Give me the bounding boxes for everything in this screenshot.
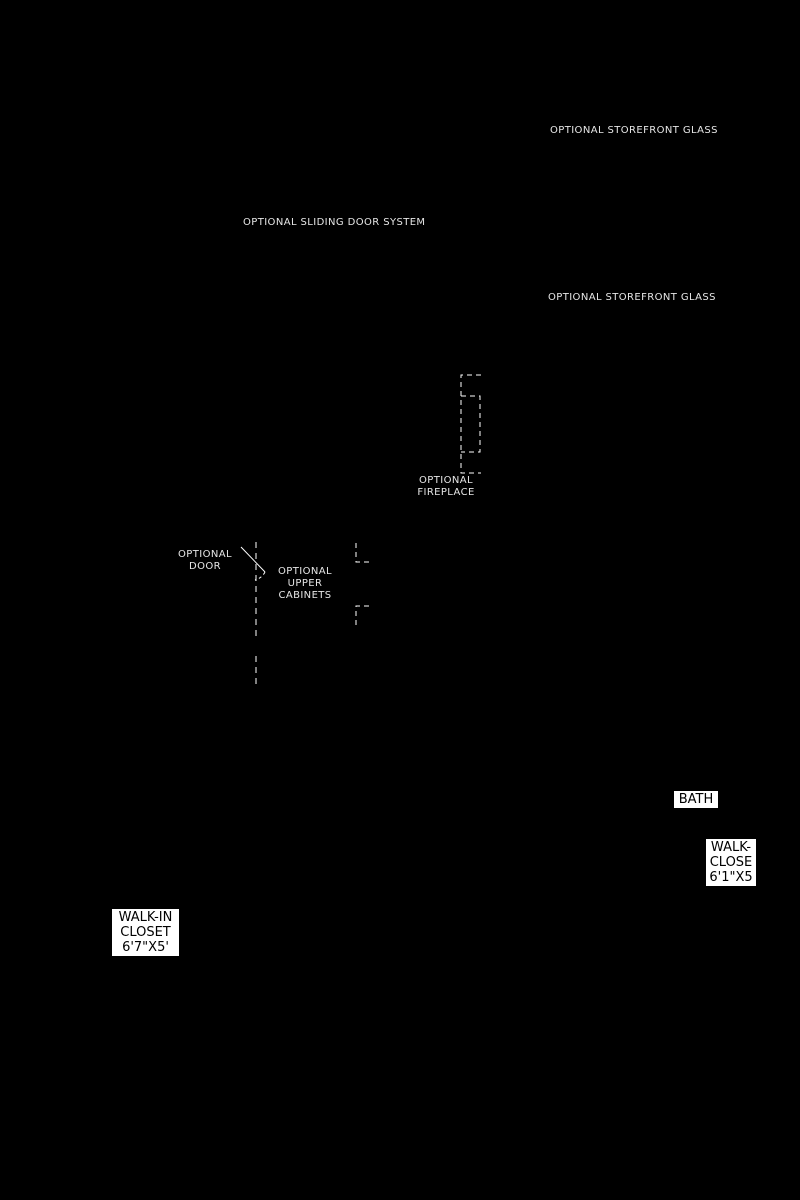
fireplace-note-line-1: OPTIONAL [419,475,473,486]
bath-label: BATH [674,791,718,808]
walk-in-closet-right-label [706,839,756,886]
storefront-glass-bottom-note: OPTIONAL STOREFRONT GLASS [548,292,716,303]
optional-door-outline [241,542,265,685]
storefront-glass-top-note: OPTIONAL STOREFRONT GLASS [550,125,718,136]
walk-in-closet-right-line-2: CLOSE [709,855,753,870]
upper-cabinets-outline [356,543,369,627]
walk-in-closet-left-line-2: CLOSET [120,925,171,940]
upper-cabinets-note-line-2: UPPER [287,578,323,589]
fireplace-outline [461,375,481,473]
optional-door-note-line-1: OPTIONAL [178,549,232,560]
walk-in-closet-right-line-1: WALK- [710,840,752,855]
sliding-door-note: OPTIONAL SLIDING DOOR SYSTEM [243,217,426,228]
walk-in-closet-left-line-1: WALK-IN [118,910,173,925]
fireplace-note [412,475,480,499]
optional-door-note [174,549,236,573]
fireplace-note-line-2: FIREPLACE [417,487,475,498]
walk-in-closet-left-label [112,909,179,956]
walk-in-closet-left-line-3: 6'7"X5' [122,940,169,955]
upper-cabinets-note-line-1: OPTIONAL [278,566,332,577]
walk-in-closet-right-line-3: 6'1"X5 [709,870,753,885]
upper-cabinets-note [273,566,337,602]
upper-cabinets-note-line-3: CABINETS [278,590,332,601]
optional-door-note-line-2: DOOR [189,561,221,572]
